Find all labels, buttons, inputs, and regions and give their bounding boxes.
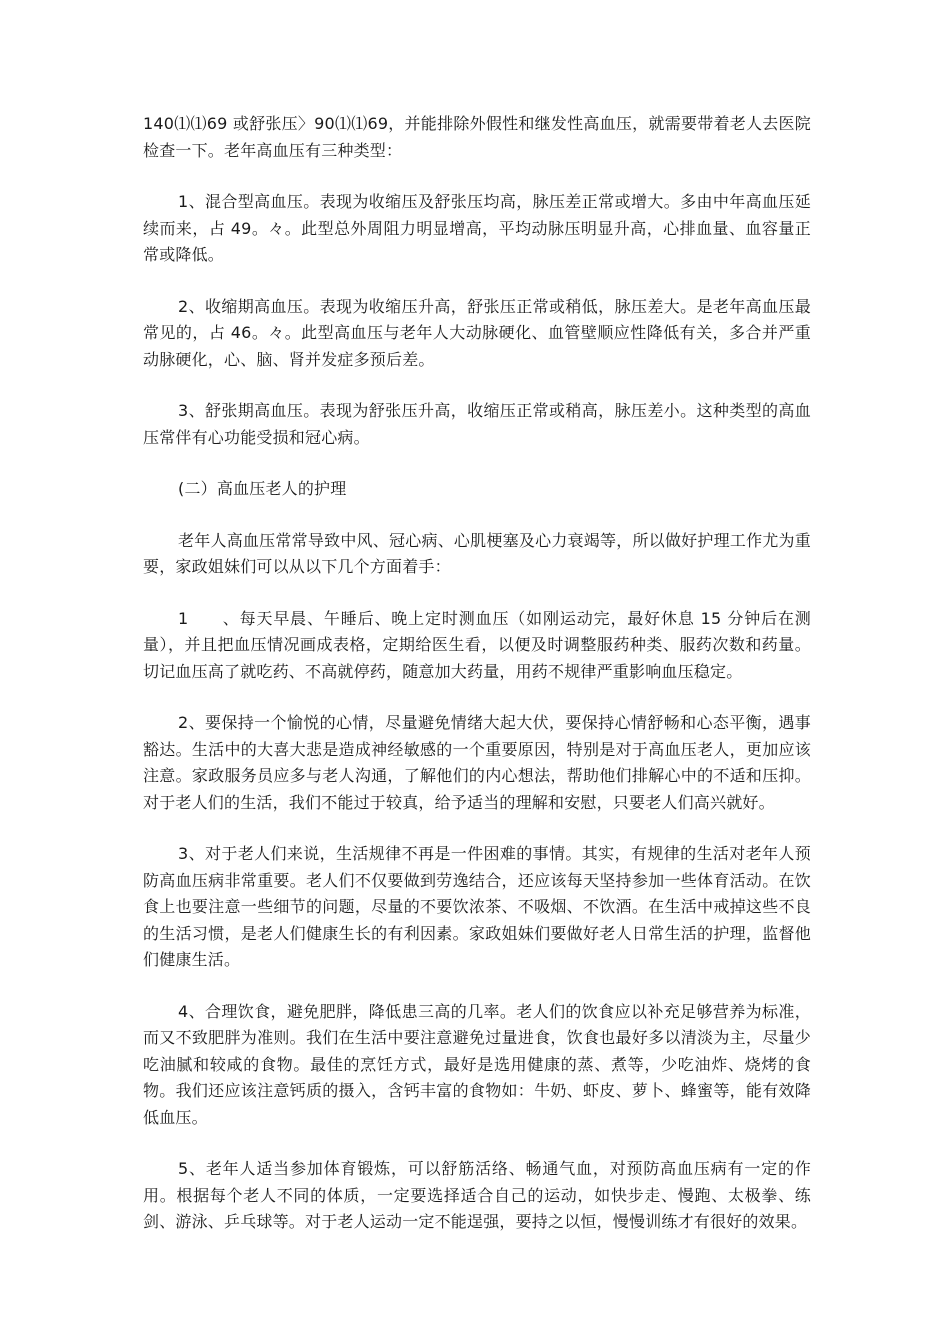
paragraph-care-item-1: 1 、每天早晨、午睡后、晚上定时测血压（如刚运动完，最好休息 15 分钟后在测量），并且把血压情况画成表格，定期给医生看，以便及时调整服药种类、服药次数和药量。切记血压高了就吃药、不高就停药，随意加大药量，用药不规律严重影响血压稳定。 — [143, 608, 811, 681]
paragraph-care-intro: 老年人高血压常常导致中风、冠心病、心肌梗塞及心力衰竭等，所以做好护理工作尤为重要，家政姐妹们可以从以下几个方面着手： — [143, 530, 811, 576]
section-heading-care: (二）高血压老人的护理 — [178, 479, 347, 498]
paragraph-type-mixed: 1、混合型高血压。表现为收缩压及舒张压均高，脉压差正常或增大。多由中年高血压延续而来，占 49。々。此型总外周阻力明显增高，平均动脉压明显升高，心排血量、血容量正常或降低。 — [143, 192, 811, 264]
document-body — [143, 111, 811, 1261]
paragraph-type-diastolic: 3、舒张期高血压。表现为舒张压升高，收缩压正常或稍高，脉压差小。这种类型的高血压常伴有心功能受损和冠心病。 — [143, 401, 811, 447]
paragraph-care-item-2: 2、要保持一个愉悦的心情，尽量避免情绪大起大伏，要保持心情舒畅和心态平衡，遇事豁达。生活中的大喜大悲是造成神经敏感的一个重要原因，特别是对于高血压老人，更加应该注意。家政服务员应多与老人沟通，了解他们的内心想法，帮助他们排解心中的不适和压抑。对于老人们的生活，我们不能过于较真，给予适当的理解和安慰，只要老人们高兴就好。 — [143, 713, 811, 812]
paragraph-care-item-3: 3、对于老人们来说，生活规律不再是一件困难的事情。其实，有规律的生活对老年人预防高血压病非常重要。老人们不仅要做到劳逸结合，还应该每天坚持参加一些体育活动。在饮食上也要注意一些细节的问题，尽量的不要饮浓茶、不吸烟、不饮酒。在生活中戒掉这些不良的生活习惯，是老人们健康生长的有利因素。家政姐妹们要做好老人日常生活的护理，监督他们健康生活。 — [143, 844, 811, 969]
paragraph-care-item-4: 4、合理饮食，避免肥胖，降低患三高的几率。老人们的饮食应以补充足够营养为标准，而又不致肥胖为准则。我们在生活中要注意避免过量进食，饮食也最好多以清淡为主，尽量少吃油腻和较咸的食物。最佳的烹饪方式，最好是选用健康的蒸、煮等，少吃油炸、烧烤的食物。我们还应该注意钙质的摄入，含钙丰富的食物如：牛奶、虾皮、萝卜、蜂蜜等，能有效降低血压。 — [143, 1001, 811, 1127]
paragraph-bp-criteria: 140⑴⑴69 或舒张压〉90⑴⑴69，并能排除外假性和继发性高血压，就需要带着老人去医院检查一下。老年高血压有三种类型： — [143, 114, 811, 160]
paragraph-care-item-5: 5、老年人适当参加体育锻炼，可以舒筋活络、畅通气血，对预防高血压病有一定的作用。根据每个老人不同的体质，一定要选择适合自己的运动，如快步走、慢跑、太极拳、练剑、游泳、乒乓球等。对于老人运动一定不能逞强，要持之以恒，慢慢训练才有很好的效果。 — [143, 1159, 811, 1231]
paragraph-type-systolic: 2、收缩期高血压。表现为收缩压升高，舒张压正常或稍低，脉压差大。是老年高血压最常见的，占 46。々。此型高血压与老年人大动脉硬化、血管壁顺应性降低有关，多合并严重动脉硬化，心、脑、肾并发症多预后差。 — [143, 296, 811, 369]
